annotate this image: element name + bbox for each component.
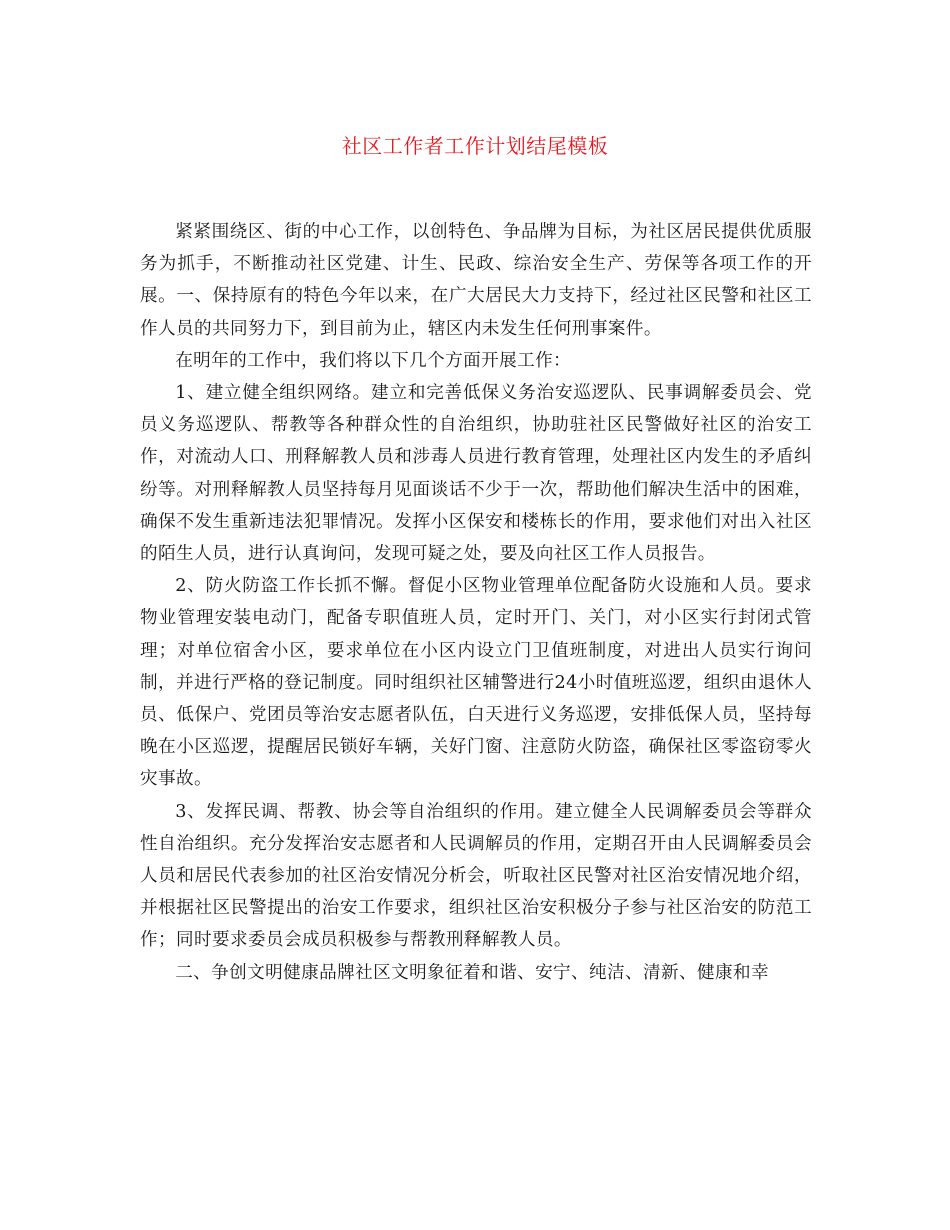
paragraph-section-2: 二、争创文明健康品牌社区文明象征着和谐、安宁、纯洁、清新、健康和幸 <box>175 962 769 983</box>
paragraph-plan-lead: 在明年的工作中，我们将以下几个方面开展工作： <box>175 350 572 371</box>
paragraph-intro: 紧紧围绕区、街的中心工作，以创特色、争品牌为目标，为社区居民提供优质服务为抓手，不断推动社区党建、计生、民政、综治安全生产、劳保等各项工作的开展。一、保持原有的特色今年以来，在广大居民大力支持下，经过社区民警和社区工作人员的共同努力下，到目前为止，辖区内未发生任何刑事案件。 <box>140 222 812 339</box>
paragraph-item-2: 2、防火防盗工作长抓不懈。督促小区物业管理单位配备防火设施和人员。要求物业管理安装电动门，配备专职值班人员，定时开门、关门，对小区实行封闭式管理；对单位宿舍小区，要求单位在小区内设立门卫值班制度，对进出人员实行询问制，并进行严格的登记制度。同时组织社区辅警进行24小时值班巡逻，组织由退休人员、低保户、党团员等治安志愿者队伍，白天进行义务巡逻，安排低保人员，坚持每晚在小区巡逻，提醒居民锁好车辆，关好门窗、注意防火防盗，确保社区零盗窃零火灾事故。 <box>140 576 812 790</box>
paragraph-item-3: 3、发挥民调、帮教、协会等自治组织的作用。建立健全人民调解委员会等群众性自治组织。充分发挥治安志愿者和人民调解员的作用，定期召开由人民调解委员会人员和居民代表参加的社区治安情况分析会，听取社区民警对社区治安情况地介绍，并根据社区民警提出的治安工作要求，组织社区治安积极分子参与社区治安的防范工作；同时要求委员会成员积极参与帮教刑释解教人员。 <box>140 801 812 951</box>
document-title: 社区工作者工作计划结尾模板 <box>341 134 609 158</box>
document-body <box>140 216 812 989</box>
paragraph-item-1: 1、建立健全组织网络。建立和完善低保义务治安巡逻队、民事调解委员会、党员义务巡逻队、帮教等各种群众性的自治组织，协助驻社区民警做好社区的治安工作，对流动人口、刑释解教人员和涉毒人员进行教育管理，处理社区内发生的矛盾纠纷等。对刑释解教人员坚持每月见面谈话不少于一次，帮助他们解决生活中的困难，确保不发生重新违法犯罪情况。发挥小区保安和楼栋长的作用，要求他们对出入社区的陌生人员，进行认真询问，发现可疑之处，要及向社区工作人员报告。 <box>140 383 812 565</box>
